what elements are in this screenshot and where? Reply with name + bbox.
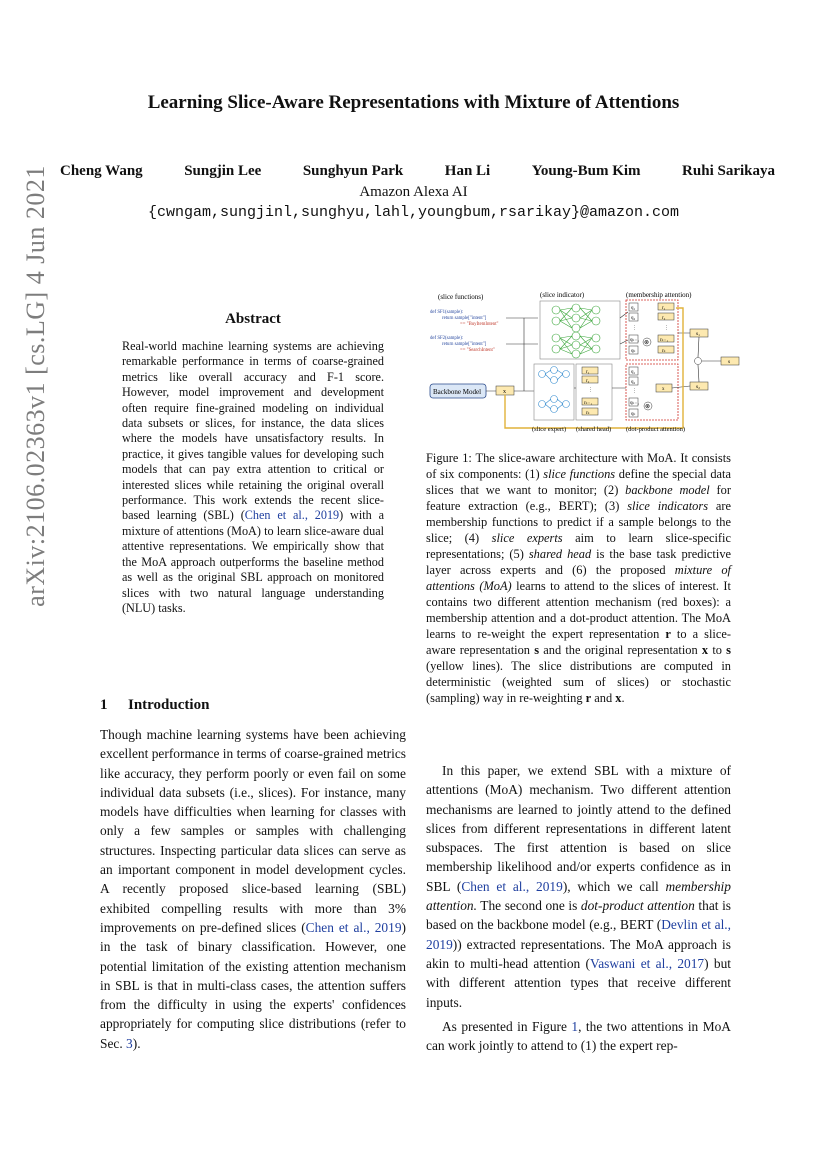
svg-text:⋮: ⋮ — [632, 326, 637, 331]
citation-link[interactable]: Chen et al., 2019 — [461, 878, 563, 894]
citation-link[interactable]: Vaswani et al., 2017 — [590, 955, 705, 971]
citation-link[interactable]: Chen et al., 2019 — [305, 919, 402, 935]
svg-text:qₖ₋₁: qₖ₋₁ — [630, 401, 640, 406]
svg-text:r₂: r₂ — [662, 316, 666, 321]
author: Ruhi Sarikaya — [682, 163, 775, 179]
author: Sunghyun Park — [302, 163, 404, 179]
section-heading-introduction: 1 Introduction — [100, 697, 210, 713]
fig-slice-expert-box — [534, 364, 574, 420]
svg-text:def SF1(sample):: def SF1(sample): — [430, 310, 464, 315]
svg-text:rₖ₋₁: rₖ₋₁ — [584, 401, 593, 406]
svg-text:rₖ: rₖ — [586, 411, 590, 416]
fig-label-shared-head: (shared head) — [576, 426, 612, 433]
figure-1-caption: Figure 1: The slice-aware architecture with MoA. It consists of six components: (1) slice functions define the special data slices that we want to monitor; (2) backbone model for feature extraction (e.g., BERT); (3) slice indicators are membership functions to predict if a sample belongs to the slice; (4) slice experts aim to learn slice-specific representations; (5) shared head is the base task predictive layer across experts and (6) the proposed mixture of attentions (MoA) learns to attend to the slices of interest. It contains two different attention mechanism (red boxes): a membership attention and a dot-product attention. The MoA learns to re-weight the expert representation r to a slice-aware representation s and the original representation x to s (yellow lines). The slice distributions are computed in deterministic (weighted sum of slices) or stochastic (sampling) way in re-weighting r and x. — [426, 451, 732, 705]
svg-text:s₂: s₂ — [696, 384, 701, 390]
svg-text:q₂: q₂ — [631, 380, 636, 385]
fig-label-slice-expert: (slice expert) — [532, 426, 567, 433]
svg-text:rₖ₋₁: rₖ₋₁ — [660, 338, 669, 343]
svg-text:⋮: ⋮ — [664, 326, 669, 331]
svg-text:return sample["intent"]: return sample["intent"] — [442, 342, 487, 347]
author: Young-Bum Kim — [531, 163, 641, 179]
abstract-heading: Abstract — [225, 311, 281, 327]
fig-expert-networks — [539, 367, 570, 413]
svg-text:⊗: ⊗ — [644, 340, 650, 346]
fig-label-dot-product-attention: (dot-product attention) — [626, 426, 686, 433]
fig-dot-product-q — [629, 367, 672, 417]
svg-text:q₁: q₁ — [631, 306, 636, 311]
section-ref-link[interactable]: 3 — [126, 1035, 133, 1051]
svg-text:r₂: r₂ — [586, 379, 590, 384]
arxiv-stamp-text: arXiv:2106.02363v1 [cs.LG] 4 Jun 2021 — [21, 165, 50, 607]
figure-1-diagram — [426, 288, 746, 436]
svg-text:qₖ₋₁: qₖ₋₁ — [630, 338, 640, 343]
paper-title: Learning Slice-Aware Representations with Mixture of Attentions — [147, 92, 680, 113]
fig-membership-q-r — [629, 303, 674, 354]
author: Sungjin Lee — [184, 163, 262, 179]
affiliation: Amazon Alexa AI — [359, 184, 468, 200]
svg-text:return sample["intent"]: return sample["intent"] — [442, 316, 487, 321]
svg-text:⋮: ⋮ — [588, 388, 593, 393]
fig-sf-arrows — [506, 318, 538, 344]
fig-slice-function-code — [430, 310, 499, 353]
author: Cheng Wang — [60, 163, 143, 179]
fig-shared-head-r — [582, 367, 598, 416]
svg-text:⋮: ⋮ — [632, 389, 637, 394]
introduction-body: Though machine learning systems have been achieving excellent performance in terms of coarse-grained metrics like accuracy, they perform poorly or even fail on some individual data subsets (i.e., slices). For instance, many models have difficulties when learning for classes with only a few samples or samples with challenging structures. Inspecting particular data slices can serve as an important component in model development cycles. A recently proposed slice-based learning (SBL) exhibited compelling results with more than 3% improvements on pre-defined slices (Chen et al., 2019) in the task of binary classification. However, one potential limitation of the existing attention mechanism in SBL is that in multi-class cases, the attention suffers from the difficulty in using the experts' confidences appropriately for computing slice distributions (refer to Sec. 3). — [100, 727, 406, 1051]
fig-indicator-network-2 — [552, 332, 600, 358]
svg-text:qₖ: qₖ — [631, 349, 636, 354]
svg-text:== "SearchIntent": == "SearchIntent" — [460, 348, 495, 353]
svg-text:q₂: q₂ — [631, 316, 636, 321]
right-column-body: In this paper, we extend SBL with a mixture of attentions (MoA) mechanism. Two different attention mechanisms are learned to jointly attend to the defined slices from different representations in different latent subspaces. The first attention is based on slice membership likelihood and/or experts confidence as in SBL (Chen et al., 2019), which we call membership attention. The second one is dot-product attention that is based on the backbone model (e.g., BERT (Devlin et al., 2019)) extracted representations. The MoA approach is akin to multi-head attention (Vaswani et al., 2017) but with different attention types that receive different inputs. As presented in Figure 1, the two attentions in MoA can work jointly to attend to (1) the expert rep- — [426, 763, 732, 1054]
svg-text:== "BuyItemIntent": == "BuyItemIntent" — [460, 322, 499, 327]
svg-text:Backbone Model: Backbone Model — [433, 388, 482, 396]
svg-text:qₖ: qₖ — [631, 412, 636, 417]
author: Han Li — [444, 163, 491, 179]
svg-text:q₁: q₁ — [631, 370, 636, 375]
figure-ref-link[interactable]: 1 — [571, 1018, 579, 1034]
svg-text:x: x — [662, 387, 665, 392]
svg-text:s₁: s₁ — [696, 331, 701, 337]
svg-text:s: s — [728, 359, 731, 365]
svg-text:def SF2(sample):: def SF2(sample): — [430, 336, 464, 341]
author-list — [60, 163, 775, 180]
svg-text:x: x — [503, 389, 506, 395]
svg-text:r₁: r₁ — [662, 306, 666, 311]
fig-label-slice-indicator: (slice indicator) — [540, 291, 585, 299]
citation-link[interactable]: Chen et al., 2019 — [244, 508, 340, 523]
svg-text:⊗: ⊗ — [645, 404, 651, 410]
fig-label-membership-attention: (membership attention) — [626, 291, 692, 299]
abstract-body: Real-world machine learning systems are achieving remarkable performance in terms of coarse-grained metrics like overall accuracy and F-1 score. However, model improvement and development often require fine-grained modeling on individual data subsets or slices, for instance, the data slices where the models have unsatisfactory results. In practice, it gives tangible values for developing such models that can pay extra attention to critical or interested slices while retaining the original overall performance. This work extends the recent slice-based learning (SBL) (Chen et al., 2019) with a mixture of attentions (MoA) to learn slice-aware dual attentive representations. We empirically show that the MoA approach outperforms the baseline method as well as the original SBL approach on monitored slices with two natural language understanding (NLU) tasks. — [122, 339, 384, 615]
fig-combine-node — [695, 358, 702, 365]
fig-indicator-network-1 — [552, 304, 600, 332]
svg-text:rₖ: rₖ — [662, 349, 666, 354]
citation-link[interactable]: Devlin et al., 2019 — [426, 917, 731, 952]
emails: {cwngam,sungjinl,sunghyu,lahl,youngbum,rsarikay}@amazon.com — [147, 204, 680, 221]
svg-text:r₁: r₁ — [586, 370, 590, 375]
fig-label-slice-functions: (slice functions) — [438, 293, 484, 301]
